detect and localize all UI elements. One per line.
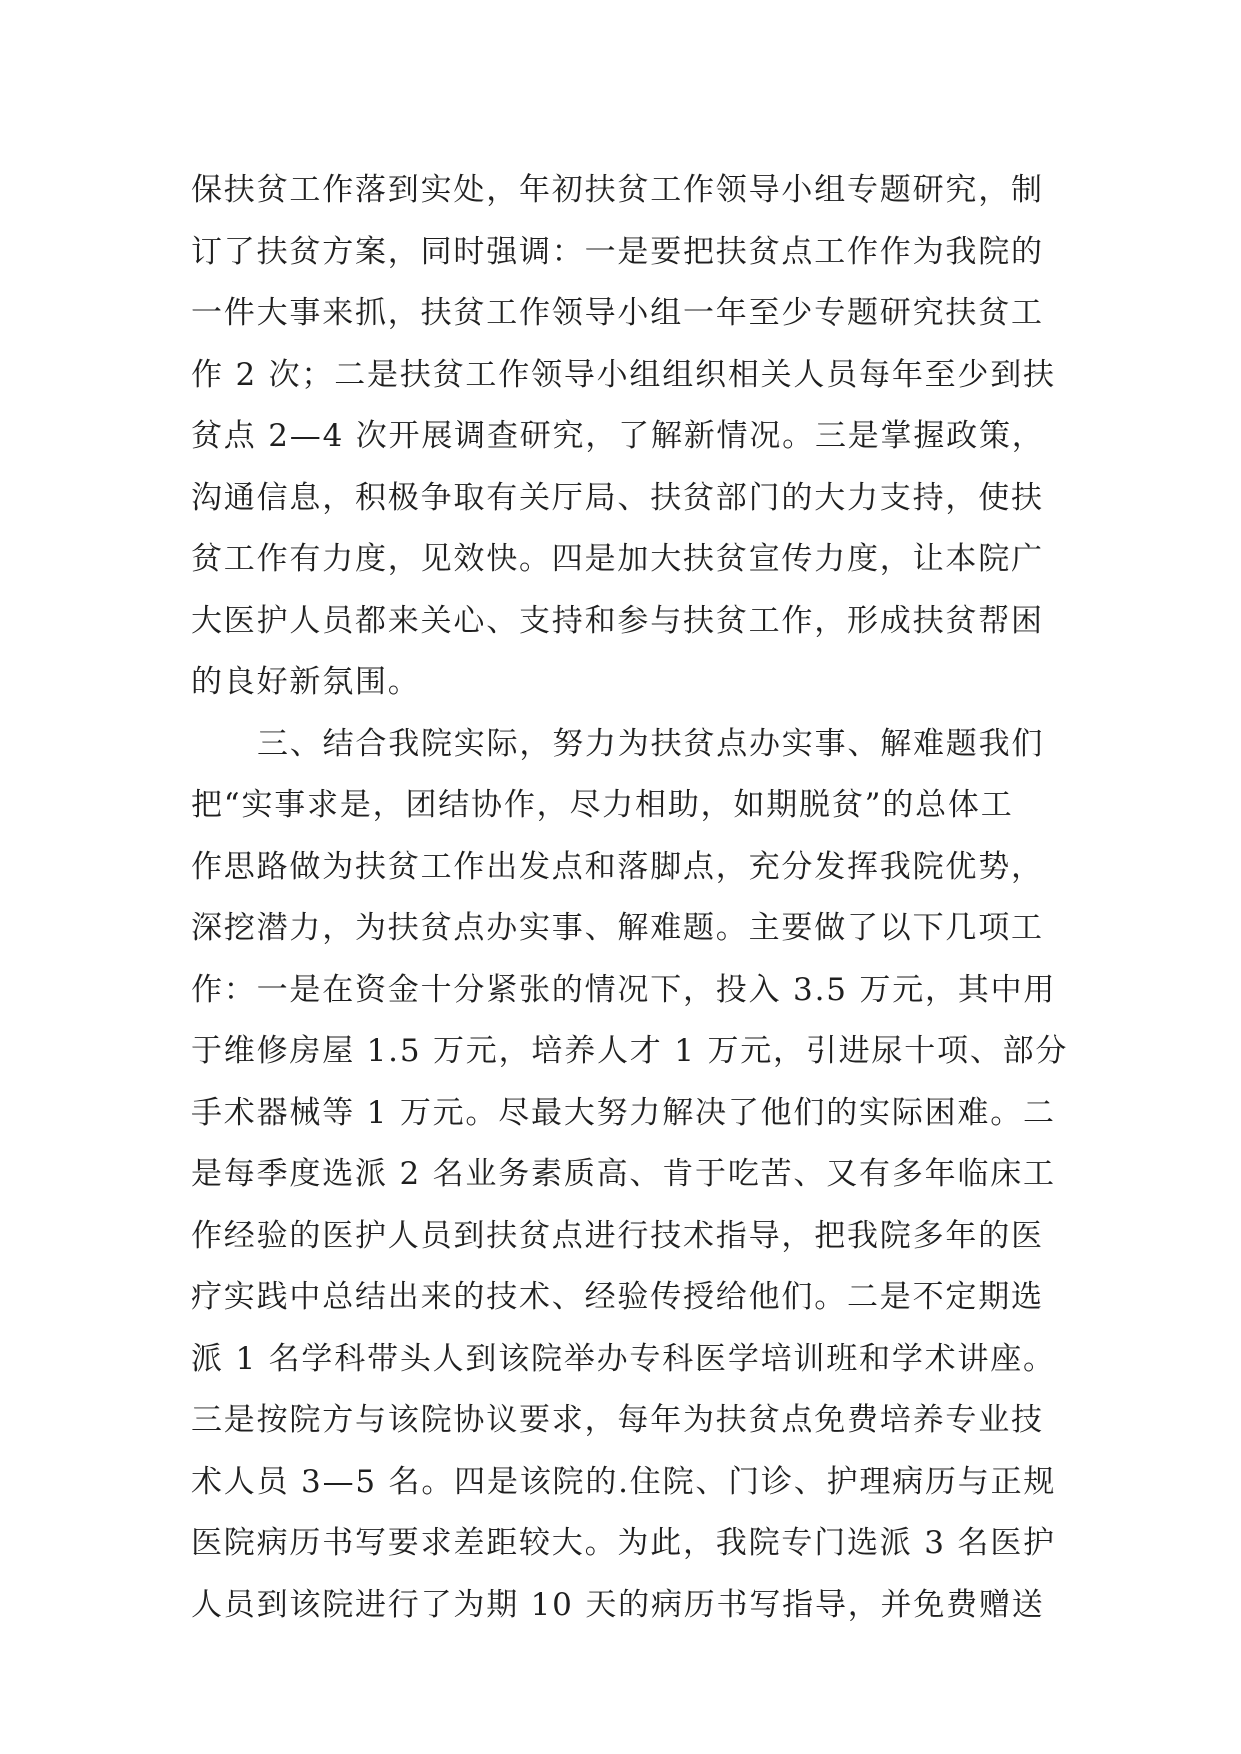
text-line: 贫工作有力度，见效快。四是加大扶贫宣传力度，让本院广: [191, 541, 1044, 577]
text-line: 于维修房屋 1.5 万元，培养人才 1 万元，引进尿十项、部分: [191, 1033, 1069, 1069]
text-line: 作思路做为扶贫工作出发点和落脚点，充分发挥我院优势，: [191, 848, 1044, 885]
text-line: 人员到该院进行了为期 10 天的病历书写指导，并免费赠送: [191, 1586, 1045, 1623]
text-line: 作经验的医护人员到扶贫点进行技术指导，把我院多年的医: [191, 1217, 1044, 1254]
text-line: 的良好新氛围。: [191, 664, 421, 700]
text-line: 是每季度选派 2 名业务素质高、肯于吃苦、又有多年临床工: [191, 1156, 1056, 1192]
text-line: 作：一是在资金十分紧张的情况下，投入 3.5 万元，其中用: [191, 971, 1057, 1008]
text-line: 手术器械等 1 万元。尽最大努力解决了他们的实际困难。二: [191, 1094, 1056, 1131]
text-line: 深挖潜力，为扶贫点办实事、解难题。主要做了以下几项工: [191, 910, 1044, 946]
text-line: 作 2 次；二是扶贫工作领导小组组织相关人员每年至少到扶: [191, 356, 1056, 393]
text-line: 贫点 2—4 次开展调查研究，了解新情况。三是掌握政策，: [191, 418, 1045, 454]
text-line: 术人员 3—5 名。四是该院的.住院、门诊、护理病历与正规: [191, 1463, 1057, 1500]
body-text: [191, 160, 1069, 1636]
text-line: 保扶贫工作落到实处，年初扶贫工作领导小组专题研究，制: [191, 172, 1044, 208]
text-line: 一件大事来抓，扶贫工作领导小组一年至少专题研究扶贫工: [191, 295, 1044, 331]
text-line: 三是按院方与该院协议要求，每年为扶贫点免费培养专业技: [191, 1402, 1044, 1438]
text-line: 派 1 名学科带头人到该院举办专科医学培训班和学术讲座。: [191, 1340, 1056, 1377]
text-line: 沟通信息，积极争取有关厅局、扶贫部门的大力支持，使扶: [191, 479, 1044, 516]
text-line: 把“实事求是，团结协作，尽力相助，如期脱贫”的总体工: [191, 787, 1014, 823]
text-line: 医院病历书写要求差距较大。为此，我院专门选派 3 名医护: [191, 1525, 1056, 1561]
text-line: 订了扶贫方案，同时强调：一是要把扶贫点工作作为我院的: [191, 233, 1044, 270]
text-line: 疗实践中总结出来的技术、经验传授给他们。二是不定期选: [191, 1279, 1044, 1315]
paragraph-heading-line: 三、结合我院实际，努力为扶贫点办实事、解难题我们: [257, 725, 1045, 762]
text-line: 大医护人员都来关心、支持和参与扶贫工作，形成扶贫帮困: [191, 602, 1044, 639]
